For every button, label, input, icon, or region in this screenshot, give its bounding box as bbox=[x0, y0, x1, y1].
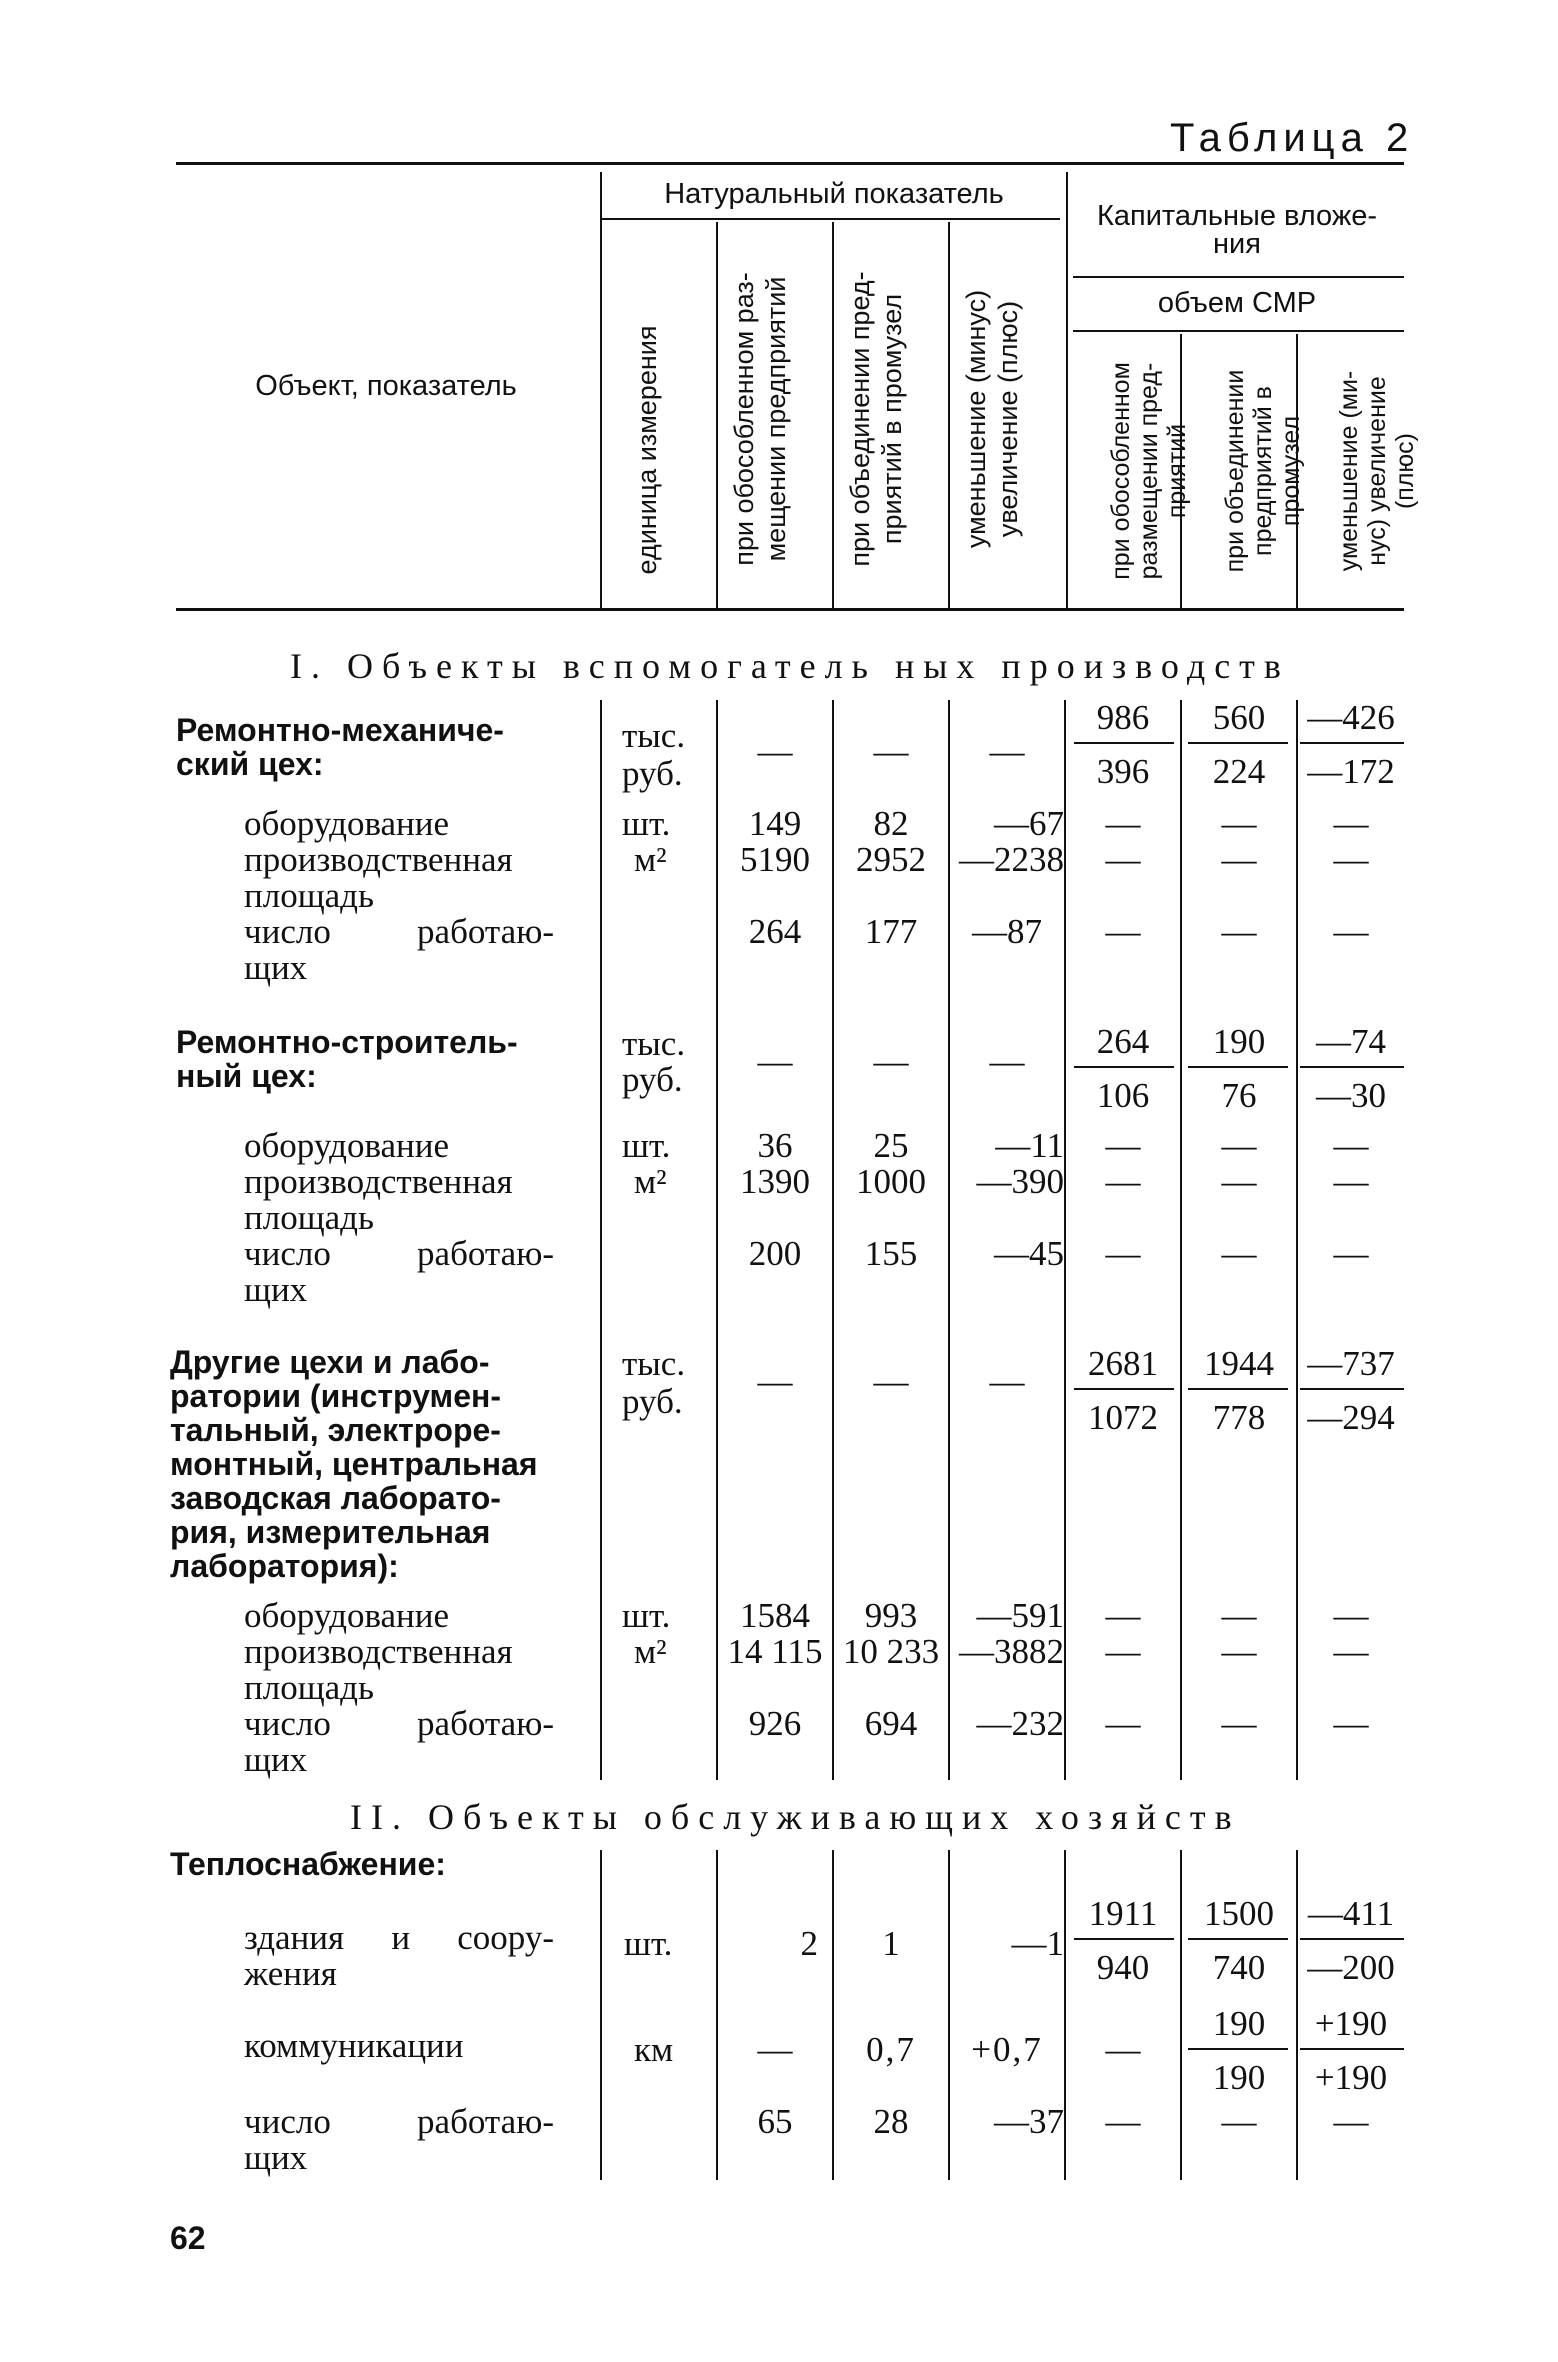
g2-k3a: —74 bbox=[1316, 1022, 1386, 1061]
g4-r3-v2: 28 bbox=[873, 2102, 909, 2141]
g1-r2-k3: — bbox=[1333, 840, 1369, 879]
g4-r2-k3a: +190 bbox=[1314, 2004, 1388, 2043]
col-c-diff-3: (плюс) bbox=[1391, 432, 1419, 510]
g3-r1-v1: 1584 bbox=[740, 1596, 810, 1635]
g2-unit: тыс. bbox=[622, 1024, 686, 1063]
g1-r1-v1: 149 bbox=[748, 804, 802, 843]
section-1-title: I. Объекты вспомогатель ных производств bbox=[290, 646, 1290, 686]
g2-r1-unit: шт. bbox=[622, 1126, 671, 1165]
g2-title-2: ный цех: bbox=[176, 1058, 317, 1094]
g3-r3-k3: — bbox=[1333, 1704, 1369, 1743]
g4-r2-k2a: 190 bbox=[1212, 2004, 1266, 2043]
table-title: Таблица 2 bbox=[1170, 116, 1415, 160]
g3-c2: — bbox=[873, 1362, 909, 1401]
g1-r1-unit: шт. bbox=[622, 804, 671, 843]
g1-r3-v2: 177 bbox=[864, 912, 918, 951]
g3-r2-v3: —3882 bbox=[959, 1632, 1064, 1671]
g2-c2: — bbox=[873, 1042, 909, 1081]
g3-k2b: 778 bbox=[1212, 1398, 1266, 1437]
g3-c1: — bbox=[757, 1362, 793, 1401]
g4-r1-k3b: —200 bbox=[1307, 1948, 1395, 1987]
g4-r1-unit: шт. bbox=[624, 1924, 673, 1963]
g2-k2a: 190 bbox=[1212, 1022, 1266, 1061]
g2-r2-k3: — bbox=[1333, 1162, 1369, 1201]
g4-r1-v2: 1 bbox=[882, 1924, 900, 1963]
g1-r3-k2: — bbox=[1221, 912, 1257, 951]
g2-title: Ремонтно-строитель- bbox=[176, 1024, 518, 1060]
g4-r3-k2: — bbox=[1221, 2102, 1257, 2141]
g2-k1a: 264 bbox=[1096, 1022, 1150, 1061]
section-2-title: II. Объекты обслуживающих хозяйств bbox=[350, 1797, 1241, 1837]
g3-r2-label-2: площадь bbox=[244, 1668, 374, 1707]
g2-r2-label: производственная bbox=[244, 1162, 513, 1201]
g3-r2-k1: — bbox=[1105, 1632, 1141, 1671]
g1-r2-label-2: площадь bbox=[244, 876, 374, 915]
g1-r1-label: оборудование bbox=[244, 804, 450, 843]
header-natural: Натуральный показатель bbox=[664, 178, 1004, 210]
g4-r1-k3a: —411 bbox=[1307, 1894, 1395, 1933]
g4-r1-label: здания и соору- bbox=[244, 1918, 554, 1957]
g1-r1-v2: 82 bbox=[873, 804, 909, 843]
g1-r2-v2: 2952 bbox=[856, 840, 926, 879]
g1-k2a: 560 bbox=[1212, 698, 1266, 737]
g4-r2-k1: — bbox=[1105, 2030, 1141, 2069]
g2-r2-v2: 1000 bbox=[856, 1162, 926, 1201]
g4-r2-v1: — bbox=[757, 2030, 793, 2069]
g2-unit-2: руб. bbox=[622, 1060, 683, 1099]
g3-r2-unit: м² bbox=[634, 1632, 667, 1671]
g2-r1-v1: 36 bbox=[757, 1126, 793, 1165]
g1-r3-v3: —87 bbox=[972, 912, 1042, 951]
g4-r1-v1: 2 bbox=[800, 1924, 818, 1963]
g1-r2-v3: —2238 bbox=[959, 840, 1064, 879]
g1-k1b: 396 bbox=[1096, 752, 1150, 791]
g1-r1-v3: —67 bbox=[994, 804, 1064, 843]
page-number: 62 bbox=[170, 2220, 206, 2256]
g3-r1-k1: — bbox=[1105, 1596, 1141, 1635]
g1-k2b: 224 bbox=[1212, 752, 1266, 791]
g3-title-7: лаборатория): bbox=[170, 1548, 399, 1584]
g2-r2-v3: —390 bbox=[976, 1162, 1064, 1201]
g2-r1-v3: —11 bbox=[995, 1126, 1064, 1165]
g2-r1-k3: — bbox=[1333, 1126, 1369, 1165]
g2-c3: — bbox=[989, 1042, 1025, 1081]
col-separate-1: при обособленном раз- bbox=[729, 272, 759, 566]
g3-r2-label: производственная bbox=[244, 1632, 513, 1671]
g2-r2-v1: 1390 bbox=[740, 1162, 810, 1201]
g4-r2-k3b: +190 bbox=[1314, 2058, 1388, 2097]
col-united-2: приятий в промузел bbox=[877, 293, 907, 545]
g2-r3-v3: —45 bbox=[994, 1234, 1064, 1273]
g3-r3-label: число работаю- bbox=[244, 1704, 554, 1743]
g3-title-6: рия, измерительная bbox=[170, 1514, 491, 1550]
g3-c3: — bbox=[989, 1362, 1025, 1401]
g3-r1-k3: — bbox=[1333, 1596, 1369, 1635]
g1-r2-k2: — bbox=[1221, 840, 1257, 879]
col-unit: единица измерения bbox=[632, 325, 662, 575]
col-diff-1: уменьшение (минус) bbox=[961, 289, 991, 549]
g1-unit: тыс. bbox=[622, 716, 686, 755]
g1-k3b: —172 bbox=[1307, 752, 1395, 791]
g2-r3-k1: — bbox=[1105, 1234, 1141, 1273]
col-diff-2: увеличение (плюс) bbox=[993, 300, 1023, 538]
g3-unit: тыс. bbox=[622, 1344, 686, 1383]
g4-r3-v1: 65 bbox=[757, 2102, 793, 2141]
g4-r2-v2: 0,7 bbox=[866, 2030, 916, 2069]
g2-k3b: —30 bbox=[1316, 1076, 1386, 1115]
g4-r3-v3: —37 bbox=[994, 2102, 1064, 2141]
g2-r3-k2: — bbox=[1221, 1234, 1257, 1273]
g1-r2-label: производственная bbox=[244, 840, 513, 879]
g3-r1-v2: 993 bbox=[864, 1596, 918, 1635]
g3-r1-v3: —591 bbox=[976, 1596, 1064, 1635]
col-c-diff-2: нус) увеличение bbox=[1363, 376, 1391, 566]
col-c-diff-1: уменьшение (ми- bbox=[1335, 370, 1363, 572]
g3-k3b: —294 bbox=[1307, 1398, 1395, 1437]
header-capital-2: ния bbox=[1213, 228, 1261, 260]
g4-r3-label: число работаю- bbox=[244, 2102, 554, 2141]
g3-r3-k2: — bbox=[1221, 1704, 1257, 1743]
g4-r2-k2b: 190 bbox=[1212, 2058, 1266, 2097]
g3-r1-label: оборудование bbox=[244, 1596, 450, 1635]
g4-r3-label-2: щих bbox=[244, 2138, 308, 2177]
g4-r2-unit: км bbox=[634, 2030, 674, 2069]
g1-r3-label-2: щих bbox=[244, 948, 308, 987]
g1-c3: — bbox=[989, 732, 1025, 771]
g1-r1-k2: — bbox=[1221, 804, 1257, 843]
g4-r1-k2b: 740 bbox=[1212, 1948, 1266, 1987]
g3-r3-v2: 694 bbox=[864, 1704, 918, 1743]
g4-title: Теплоснабжение: bbox=[170, 1846, 446, 1882]
g3-title: Другие цехи и лабо- bbox=[170, 1344, 490, 1380]
g3-r3-label-2: щих bbox=[244, 1740, 308, 1779]
g3-r1-unit: шт. bbox=[622, 1596, 671, 1635]
col-united-1: при объединении пред- bbox=[845, 271, 875, 567]
g2-r2-unit: м² bbox=[634, 1162, 667, 1201]
g2-c1: — bbox=[757, 1042, 793, 1081]
col-c-separate-1: при обособленном bbox=[1107, 362, 1135, 580]
g2-r3-label: число работаю- bbox=[244, 1234, 554, 1273]
g1-title-2: ский цех: bbox=[176, 746, 324, 782]
g3-r1-k2: — bbox=[1221, 1596, 1257, 1635]
g3-title-2: ратории (инструмен- bbox=[170, 1378, 501, 1414]
g3-title-3: тальный, электроре- bbox=[170, 1412, 501, 1448]
g4-r1-k1a: 1911 bbox=[1088, 1894, 1158, 1933]
g4-r1-k2a: 1500 bbox=[1204, 1894, 1274, 1933]
g4-r3-k1: — bbox=[1105, 2102, 1141, 2141]
g3-r2-v2: 10 233 bbox=[842, 1632, 940, 1671]
g4-r3-k3: — bbox=[1333, 2102, 1369, 2141]
g2-k1b: 106 bbox=[1096, 1076, 1150, 1115]
g3-k2a: 1944 bbox=[1204, 1344, 1274, 1383]
header-top-rule bbox=[176, 162, 1404, 165]
g2-r1-v2: 25 bbox=[873, 1126, 909, 1165]
g2-r3-k3: — bbox=[1333, 1234, 1369, 1273]
g4-r1-v3: —1 bbox=[1011, 1924, 1064, 1963]
g1-r3-v1: 264 bbox=[748, 912, 802, 951]
col-c-united-2: предприятий в bbox=[1249, 386, 1277, 556]
g2-r3-v2: 155 bbox=[864, 1234, 918, 1273]
col-separate-2: мещении предприятий bbox=[761, 276, 791, 562]
col-c-united-1: при объединении bbox=[1221, 369, 1249, 573]
col-c-separate-2: размещении пред- bbox=[1135, 362, 1163, 580]
g3-k3a: —737 bbox=[1307, 1344, 1395, 1383]
g3-unit-2: руб. bbox=[622, 1382, 683, 1421]
col-c-separate-3: приятий bbox=[1163, 423, 1191, 519]
g3-r3-k1: — bbox=[1105, 1704, 1141, 1743]
g2-k2b: 76 bbox=[1221, 1076, 1257, 1115]
g4-r2-label: коммуникации bbox=[244, 2026, 464, 2065]
g3-k1a: 2681 bbox=[1088, 1344, 1158, 1383]
g2-r3-v1: 200 bbox=[748, 1234, 802, 1273]
g3-r2-v1: 14 115 bbox=[727, 1632, 823, 1671]
g1-r2-k1: — bbox=[1105, 840, 1141, 879]
g1-c2: — bbox=[873, 732, 909, 771]
g1-c1: — bbox=[757, 732, 793, 771]
g1-r1-k1: — bbox=[1105, 804, 1141, 843]
g4-r1-label-2: жения bbox=[244, 1954, 337, 1993]
col-c-united-3: промузел bbox=[1277, 415, 1305, 527]
header-object: Объект, показатель bbox=[255, 370, 517, 402]
g1-title: Ремонтно-механиче- bbox=[176, 712, 504, 748]
g3-r2-k3: — bbox=[1333, 1632, 1369, 1671]
g3-r3-v1: 926 bbox=[748, 1704, 802, 1743]
g1-r1-k3: — bbox=[1333, 804, 1369, 843]
g1-r3-k3: — bbox=[1333, 912, 1369, 951]
g4-r2-v3: +0,7 bbox=[971, 2030, 1043, 2069]
g3-r3-v3: —232 bbox=[976, 1704, 1064, 1743]
g3-r2-k2: — bbox=[1221, 1632, 1257, 1671]
g2-r1-k1: — bbox=[1105, 1126, 1141, 1165]
g1-r2-unit: м² bbox=[634, 840, 667, 879]
g3-title-5: заводская лаборато- bbox=[170, 1480, 501, 1516]
g1-r2-v1: 5190 bbox=[740, 840, 810, 879]
g3-k1b: 1072 bbox=[1088, 1398, 1158, 1437]
g2-r2-label-2: площадь bbox=[244, 1198, 374, 1237]
g1-r3-k1: — bbox=[1105, 912, 1141, 951]
g2-r3-label-2: щих bbox=[244, 1270, 308, 1309]
header-smr: объем СМР bbox=[1157, 287, 1317, 319]
g1-unit-2: руб. bbox=[622, 754, 683, 793]
g2-r1-label: оборудование bbox=[244, 1126, 450, 1165]
g2-r2-k1: — bbox=[1105, 1162, 1141, 1201]
g1-k1a: 986 bbox=[1096, 698, 1150, 737]
header-bottom-rule bbox=[176, 608, 1404, 611]
header-capital: Капитальные вложе- bbox=[1096, 200, 1378, 232]
g3-title-4: монтный, центральная bbox=[170, 1446, 538, 1482]
g2-r1-k2: — bbox=[1221, 1126, 1257, 1165]
g1-k3a: —426 bbox=[1307, 698, 1395, 737]
g1-r3-label: число работаю- bbox=[244, 912, 554, 951]
g2-r2-k2: — bbox=[1221, 1162, 1257, 1201]
g4-r1-k1b: 940 bbox=[1096, 1948, 1150, 1987]
